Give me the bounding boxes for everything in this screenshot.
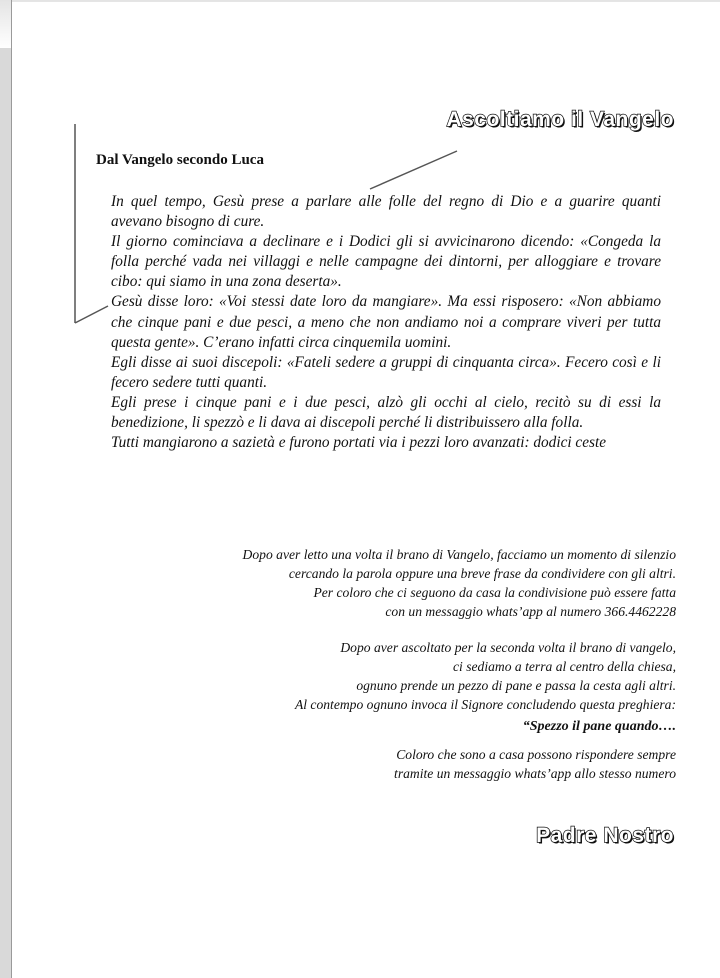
home-instructions	[394, 745, 676, 783]
silence-instructions	[243, 545, 676, 621]
reading-paragraph: Egli disse ai suoi discepoli: «Fateli sedere a gruppi di cinquanta circa». Fecero così e li fecero sedere tutti quanti.	[111, 353, 661, 391]
instruction-line: Dopo aver ascoltato per la seconda volta il brano di vangelo,	[340, 640, 676, 655]
reading-paragraph: In quel tempo, Gesù prese a parlare alle folle del regno di Dio e a guarire quanti avevano bisogno di cure.	[111, 193, 661, 231]
instruction-line: ognuno prende un pezzo di pane e passa la cesta agli altri.	[356, 678, 676, 693]
reading-paragraph: Il giorno cominciava a declinare e i Dodici gli si avvicinarono dicendo: «Congeda la folla perché vada nei villaggi e nelle campagne dei dintorni, per alloggiare e trovare cibo: qui siamo in una zona deserta».	[111, 233, 661, 291]
instruction-line: Dopo aver letto una volta il brano di Vangelo, facciamo un momento di silenzio	[242, 547, 676, 562]
section-title: Ascoltiamo il Vangelo	[446, 108, 674, 131]
gospel-source-line: Dal Vangelo secondo Luca	[96, 152, 264, 168]
instruction-line: cercando la parola oppure una breve frase da condividere con gli altri.	[288, 566, 676, 581]
instruction-line: con un messaggio whats’app al numero 366.4462228	[385, 604, 676, 619]
closing-title: Padre Nostro	[536, 824, 674, 847]
reading-paragraph: Tutti mangiarono a sazietà e furono portati via i pezzi loro avanzati: dodici ceste	[111, 434, 607, 452]
instruction-line: tramite un messaggio whats’app allo stesso numero	[394, 766, 676, 781]
instruction-line: Per coloro che ci seguono da casa la condivisione può essere fatta	[313, 585, 676, 600]
prayer-prompt: “Spezzo il pane quando….	[522, 719, 676, 734]
instruction-line: Al contempo ognuno invoca il Signore concludendo questa preghiera:	[294, 697, 676, 712]
reading-paragraph: Egli prese i cinque pani e i due pesci, alzò gli occhi al cielo, recitò su di essi la benedizione, li spezzò e li dava ai discepoli perché li distribuissero alla folla.	[111, 393, 661, 432]
reading-paragraph: Gesù disse loro: «Voi stessi date loro da mangiare». Ma essi risposero: «Non abbiamo che cinque pani e due pesci, a meno che non andiamo noi a comprare viveri per tutta questa gente». C’erano infatti circa cinquemila uomini.	[111, 293, 661, 351]
instruction-line: Coloro che sono a casa possono rispondere sempre	[396, 747, 676, 762]
gospel-reading	[111, 192, 661, 453]
instruction-line: ci sediamo a terra al centro della chiesa,	[453, 659, 676, 674]
bread-instructions	[295, 638, 676, 714]
